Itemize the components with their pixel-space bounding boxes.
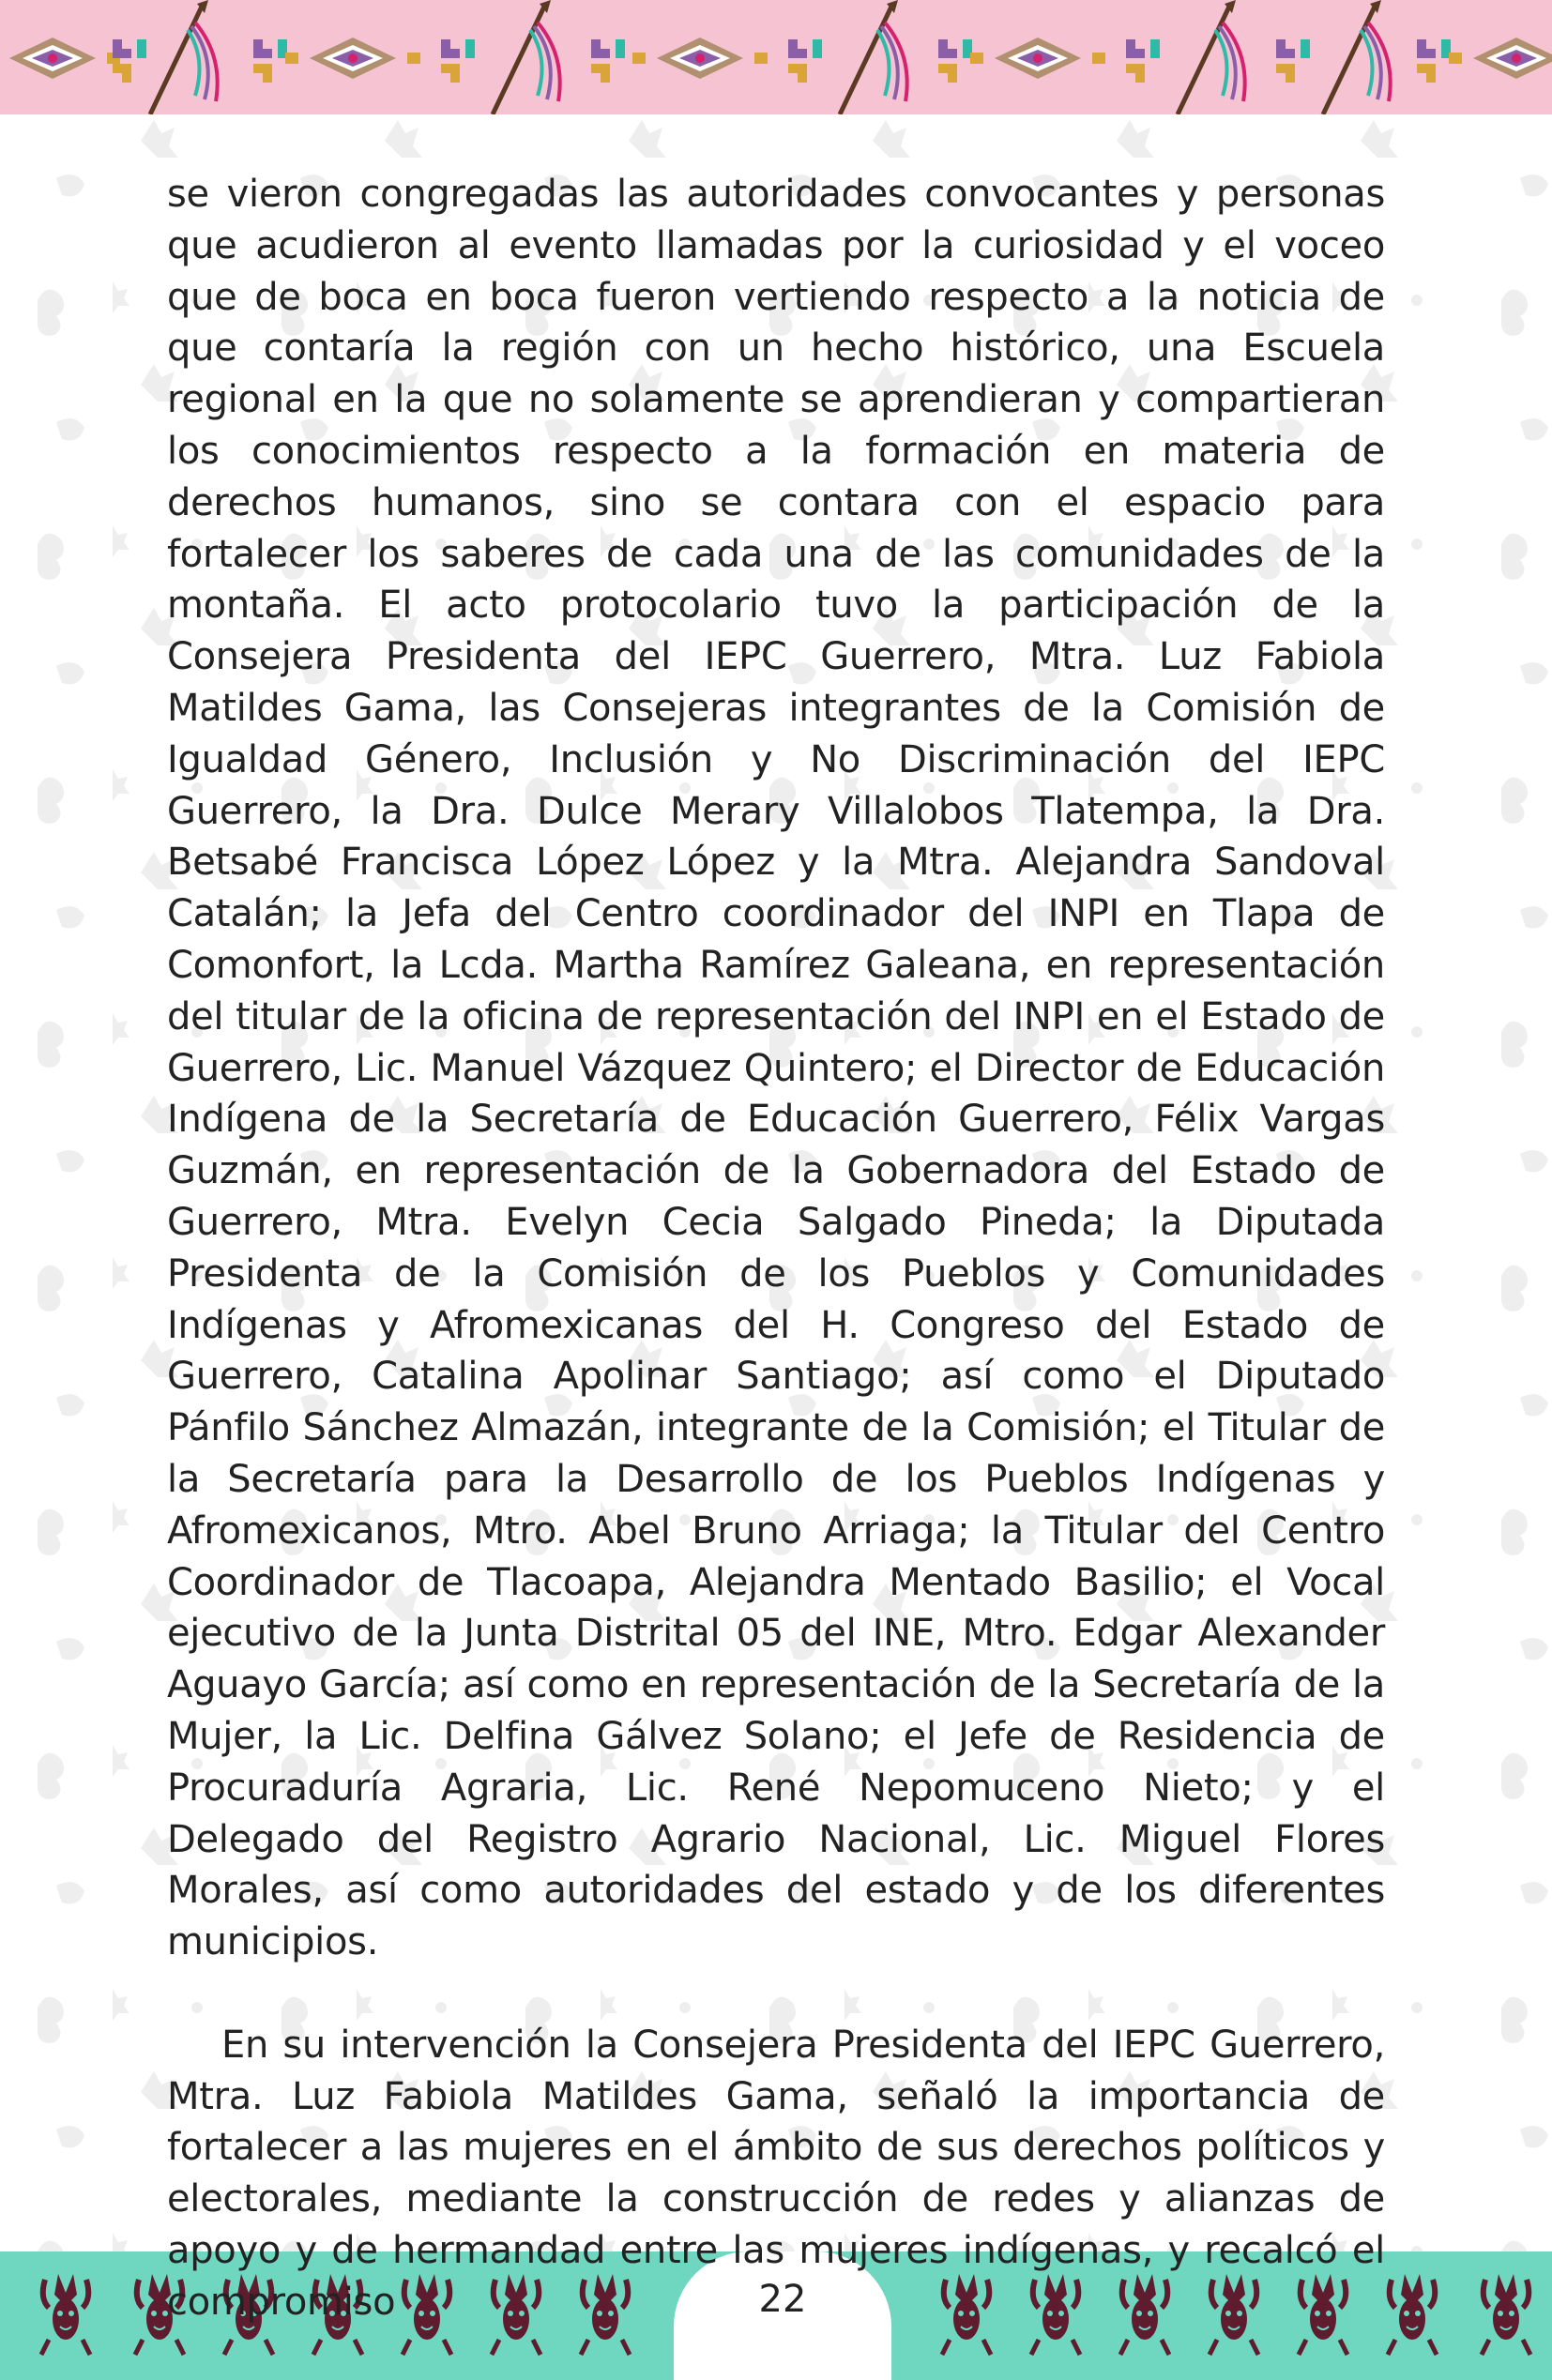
step-motif-icon bbox=[441, 39, 475, 83]
arrow-feather-icon bbox=[1178, 0, 1245, 114]
mask-figure-icon bbox=[41, 2274, 90, 2355]
arrow-feather-icon bbox=[493, 0, 560, 114]
diamond-motif-icon bbox=[0, 38, 120, 79]
step-motif-icon bbox=[788, 39, 822, 83]
step-motif-icon bbox=[1417, 39, 1451, 83]
top-decorative-band bbox=[0, 0, 1552, 114]
diamond-motif-icon bbox=[632, 38, 768, 79]
arrow-feather-icon bbox=[840, 0, 907, 114]
top-band-pattern bbox=[0, 0, 1552, 114]
step-motif-icon bbox=[253, 39, 287, 83]
diamond-motif-icon bbox=[1449, 38, 1552, 79]
main-text bbox=[167, 169, 1385, 2328]
diamond-motif-icon bbox=[285, 38, 420, 79]
diamond-motif-icon bbox=[970, 38, 1105, 79]
arrow-feather-icon bbox=[1323, 0, 1391, 114]
page-number: 22 bbox=[758, 2278, 807, 2321]
step-motif-icon bbox=[591, 39, 625, 83]
step-motif-icon bbox=[1126, 39, 1160, 83]
step-motif-icon bbox=[1276, 39, 1310, 83]
step-motif-icon bbox=[938, 39, 972, 83]
mask-figure-icon bbox=[1482, 2274, 1530, 2355]
body-paragraph: se vieron congregadas las autoridades convocantes y personas que acudieron al evento llamadas por la curiosidad y el voceo que de boca en boca fueron vertiendo respecto a la noticia de que contaría la región con un hecho histórico, una Escuela regional en la que no solamente se aprendieran y compartieran los conocimientos respecto a la formación en materia de derechos humanos, sino se contara con el espacio para fortalecer los saberes de cada una de las comunidades de la montaña. El acto protocolario tuvo la participación de la Consejera Presidenta del IEPC Guerrero, Mtra. Luz Fabiola Matildes Gama, las Consejeras integrantes de la Comisión de Igualdad Género, Inclusión y No Discriminación del IEPC Guerrero, la Dra. Dulce Merary Villalobos Tlatempa, la Dra. Betsabé Francisca López López y la Mtra. Alejandra Sandoval Catalán; la Jefa del Centro coordinador del INPI en Tlapa de Comonfort, la Lcda. Martha Ramírez Galeana, en representación del titular de la oficina de representación del INPI en el Estado de Guerrero, Lic. Manuel Vázquez Quintero; el Director de Educación Indígena de la Secretaría de Educación Guerrero, Félix Vargas Guzmán, en representación de la Gobernadora del Estado de Guerrero, Mtra. Evelyn Cecia Salgado Pineda; la Diputada Presidenta de la Comisión de los Pueblos y Comunidades Indígenas y Afromexicanas del H. Congreso del Estado de Guerrero, Catalina Apolinar Santiago; así como el Diputado Pánfilo Sánchez Almazán, integrante de la Comisión; el Titular de la Secretaría para la Desarrollo de los Pueblos Indígenas y Afromexicanos, Mtro. Abel Bruno Arriaga; la Titular del Centro Coordinador de Tlacoapa, Alejandra Mentado Basilio; el Vocal ejecutivo de la Junta Distrital 05 del INE, Mtro. Edgar Alexander Aguayo García; así como en representación de la Secretaría de la Mujer, la Lic. Delfina Gálvez Solano; el Jefe de Residencia de Procuraduría Agraria, Lic. René Nepomuceno Nieto; y el Delegado del Registro Agrario Nacional, Lic. Miguel Flores Morales, así como autoridades del estado y de los diferentes municipios. bbox=[167, 173, 1385, 1964]
mask-figure-icon bbox=[1388, 2274, 1437, 2355]
arrow-feather-icon bbox=[150, 0, 218, 114]
body-paragraph: En su intervención la Consejera Presidenta del IEPC Guerrero, Mtra. Luz Fabiola Matildes Gama, señaló la importancia de fortalecer a las mujeres en el ámbito de sus derechos políticos y electorales, mediante la construcción de redes y alianzas de apoyo y de hermandad entre las mujeres indígenas, y recalcó el compromiso bbox=[167, 2023, 1385, 2324]
